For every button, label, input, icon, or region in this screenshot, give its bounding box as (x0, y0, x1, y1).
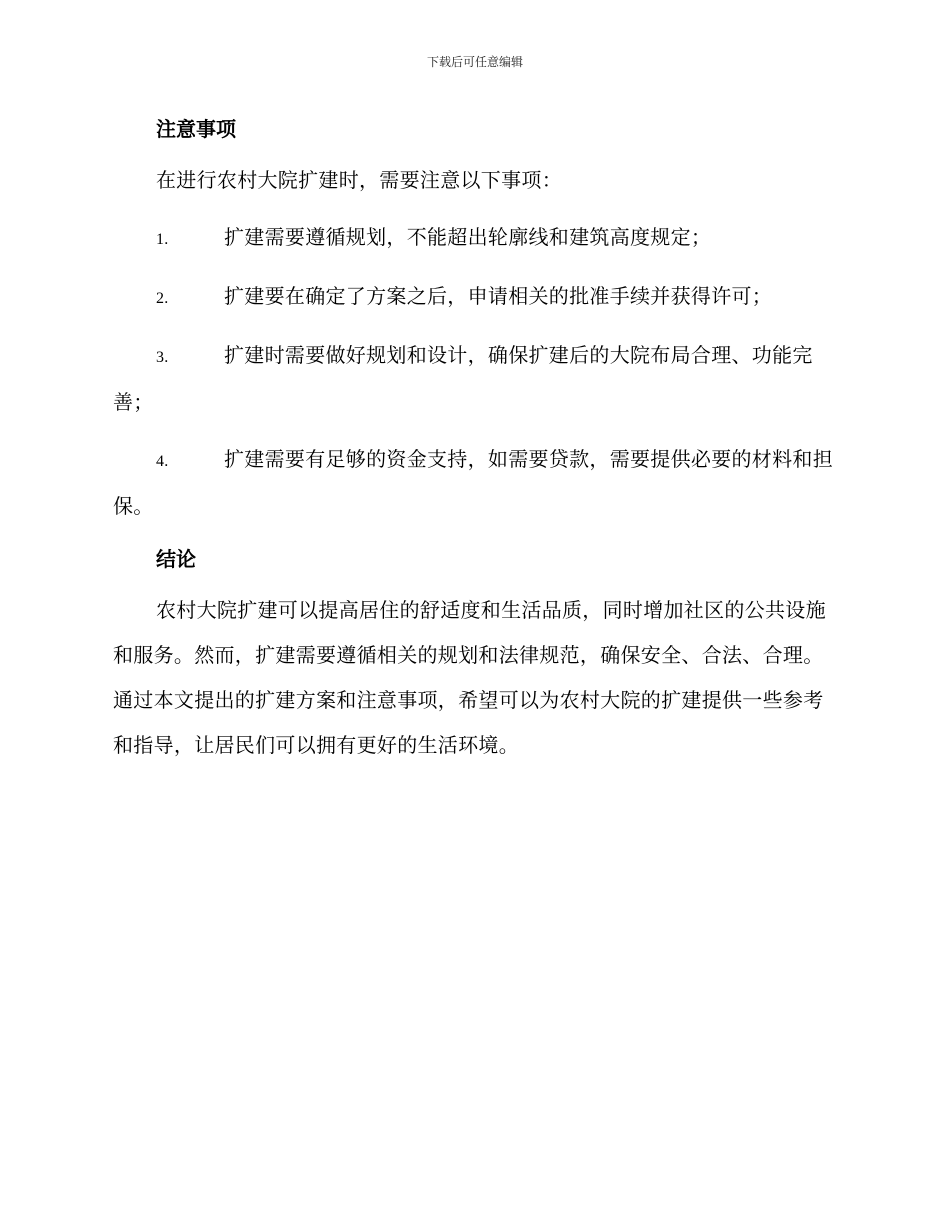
spacer (113, 262, 833, 274)
conclusion-body: 农村大院扩建可以提高居住的舒适度和生活品质，同时增加社区的公共设施和服务。然而，扩建需要遵循相关的规划和法律规范，确保安全、合法、合理。通过本文提出的扩建方案和注意事项，希望可以为农村大院的扩建提供一些参考和指导，让居民们可以拥有更好的生活环境。 (113, 598, 826, 757)
list-item (113, 274, 833, 321)
spacer (113, 203, 833, 215)
spacer (113, 425, 833, 437)
list-text: 扩建需要有足够的资金支持，如需要贷款，需要提供必要的材料和担保。 (113, 447, 833, 518)
list-text: 扩建要在确定了方案之后，申请相关的批准手续并获得许可； (224, 284, 773, 308)
spacer (113, 529, 833, 542)
list-text: 扩建需要遵循规划，不能超出轮廓线和建筑高度规定； (224, 225, 712, 249)
list-number: 4. (156, 453, 169, 470)
list-text: 扩建时需要做好规划和设计，确保扩建后的大院布局合理、功能完善； (113, 343, 813, 414)
page-header-note: 下载后可任意编辑 (426, 55, 523, 69)
document-content (113, 112, 833, 768)
notes-heading: 注意事项 (156, 117, 236, 141)
spacer (113, 146, 833, 158)
notes-intro: 在进行农村大院扩建时，需要注意以下事项： (156, 168, 562, 192)
spacer (113, 321, 833, 333)
spacer (113, 576, 833, 588)
list-number: 2. (156, 290, 169, 307)
list-item (113, 215, 833, 262)
list-item (113, 437, 833, 529)
list-number: 3. (156, 349, 169, 366)
list-item (113, 333, 833, 425)
list-number: 1. (156, 231, 169, 248)
conclusion-heading: 结论 (156, 547, 196, 571)
